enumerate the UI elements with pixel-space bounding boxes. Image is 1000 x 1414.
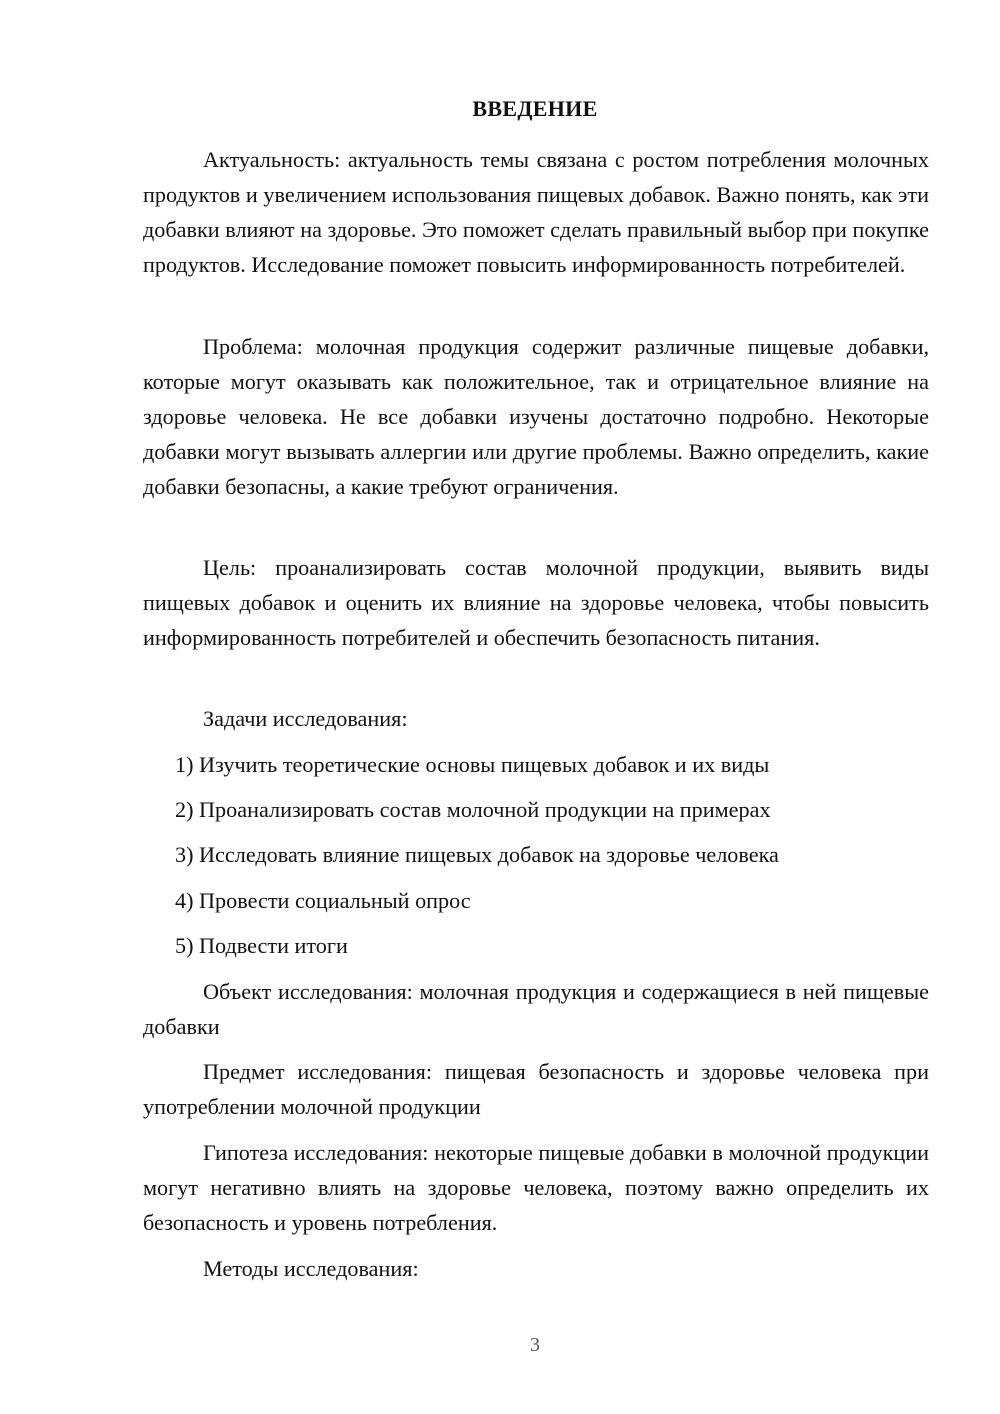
task-item-3: 3) Исследовать влияние пищевых добавок на здоровье человека: [175, 842, 779, 867]
object-paragraph: Объект исследования: молочная продукция и содержащиеся в ней пищевые добавки: [143, 979, 929, 1039]
subject-paragraph: Предмет исследования: пищевая безопасность и здоровье человека при употреблении молочной продукции: [143, 1059, 929, 1119]
goal-paragraph: Цель: проанализировать состав молочной продукции, выявить виды пищевых добавок и оценить их влияние на здоровье человека, чтобы повысить информированность потребителей и обеспечить безопасность питания.: [143, 555, 929, 650]
task-item-1: 1) Изучить теоретические основы пищевых добавок и их виды: [175, 752, 770, 777]
tasks-title: Задачи исследования:: [203, 706, 408, 731]
task-item-5: 5) Подвести итоги: [175, 933, 348, 958]
hypothesis-paragraph: Гипотеза исследования: некоторые пищевые добавки в молочной продукции могут негативно влиять на здоровье человека, поэтому важно определить их безопасность и уровень потребления.: [143, 1140, 929, 1235]
page-title: ВВЕДЕНИЕ: [472, 96, 598, 121]
page-number: 3: [530, 1334, 540, 1356]
task-item-2: 2) Проанализировать состав молочной продукции на примерах: [175, 797, 771, 822]
methods-title: Методы исследования:: [203, 1256, 419, 1281]
problem-paragraph: Проблема: молочная продукция содержит различные пищевые добавки, которые могут оказывать как положительное, так и отрицательное влияние на здоровье человека. Не все добавки изучены достаточно подробно. Некоторые добавки могут вызывать аллергии или другие проблемы. Важно определить, какие добавки безопасны, а какие требуют ограничения.: [143, 334, 929, 499]
relevance-paragraph: Актуальность: актуальность темы связана с ростом потребления молочных продуктов и увеличением использования пищевых добавок. Важно понять, как эти добавки влияют на здоровье. Это поможет сделать правильный выбор при покупке продуктов. Исследование поможет повысить информированность потребителей.: [143, 147, 929, 277]
task-item-4: 4) Провести социальный опрос: [175, 888, 471, 913]
